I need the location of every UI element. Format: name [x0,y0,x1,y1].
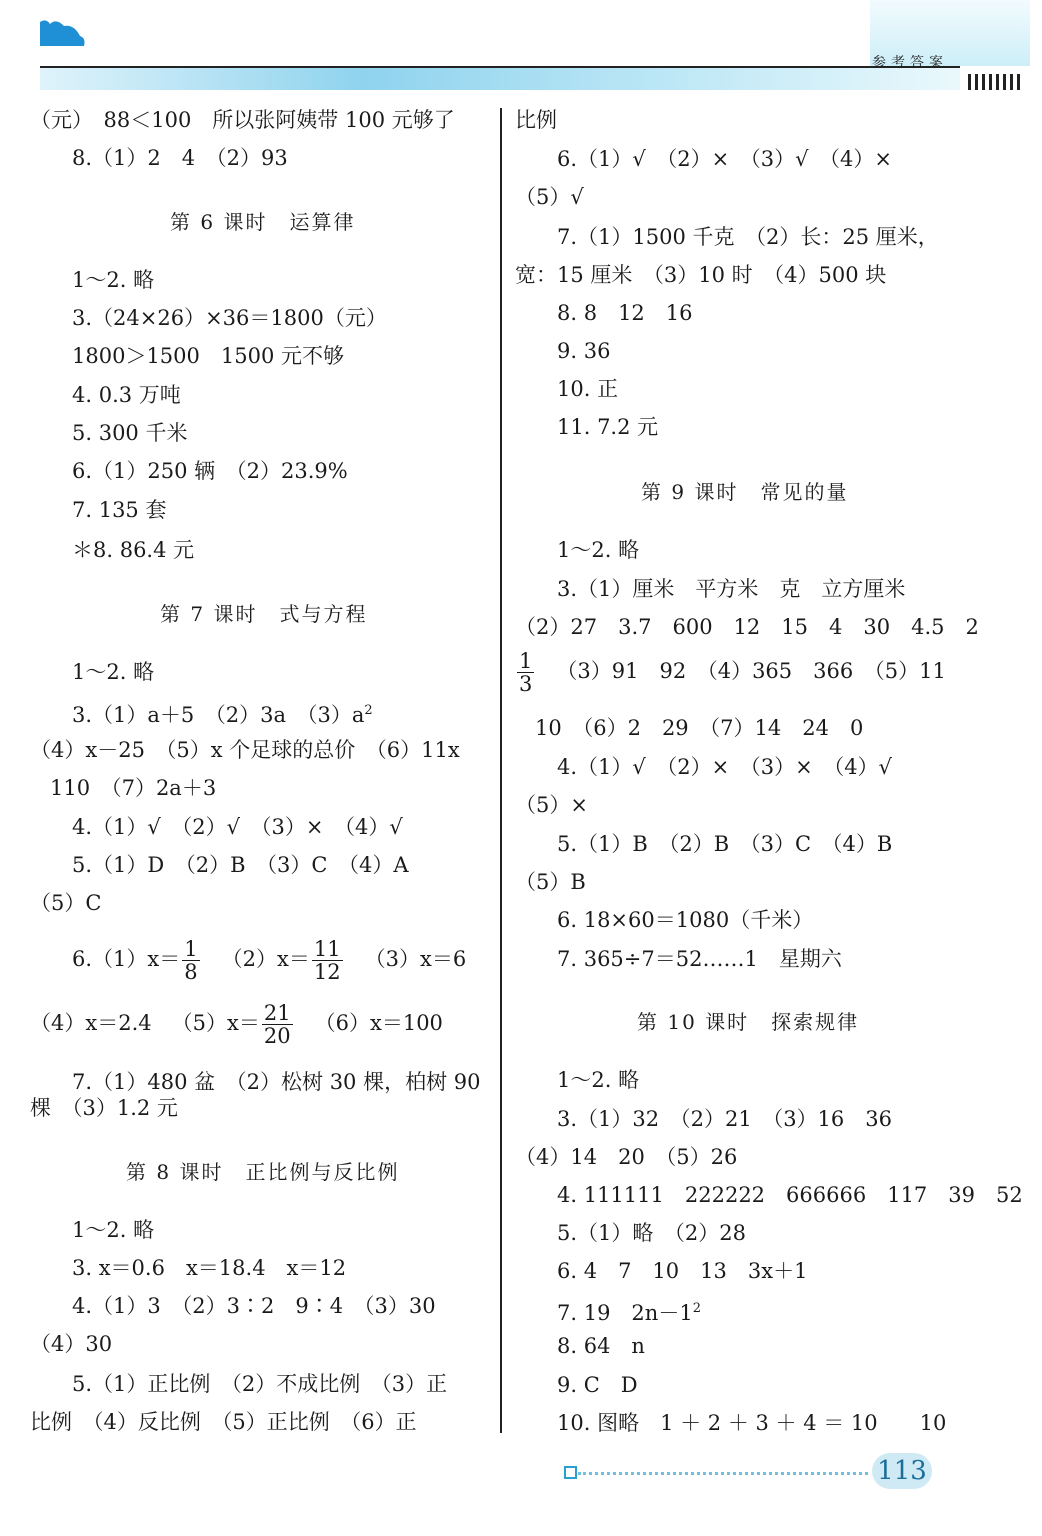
answer-line: 7. 135 套 [72,498,167,522]
answer-line: 宽：15 厘米 （3）10 时 （4）500 块 [515,263,887,287]
answer-line: 1～2. 略 [72,660,155,684]
answer-line: 比例 [515,108,557,132]
answer-line: 10 （6）2 29 （7）14 24 0 [535,716,864,740]
q6b-text: （2）x＝ [221,947,310,971]
answer-line: （4）x－25 （5）x 个足球的总价 （6）11x [30,738,460,762]
answer-line: 1～2. 略 [557,1068,640,1092]
answer-line: （5）× [515,793,588,817]
answer-line: 4. 111111 222222 666666 117 39 52 [557,1183,1023,1207]
footer-square-icon [564,1466,577,1479]
answer-line: 110 （7）2a＋3 [50,776,217,800]
q6d-text: （4）x＝2.4 [30,1011,152,1035]
column-divider [500,108,502,1433]
answer-line: 3.（1）32 （2）21 （3）16 36 [557,1107,893,1131]
answer-line: 5.（1）B （2）B （3）C （4）B [557,832,893,856]
section-heading: 第 9 课时 常见的量 [641,480,849,504]
cloud-logo-icon [36,16,88,50]
answer-line: 3.（1）厘米 平方米 克 立方厘米 [557,577,906,601]
answer-line: 6. 18×60＝1080（千米） [557,908,814,932]
footer-dotted-line [578,1472,868,1475]
answer-line: 7.（1）1500 千克 （2）长：25 厘米， [557,225,939,249]
answer-line: 1800＞1500 1500 元不够 [72,344,345,368]
answer-line: 5.（1）D （2）B （3）C （4）A [72,853,409,877]
denominator: 20 [263,1024,291,1048]
answer-line: 9. C D [557,1373,638,1397]
answer-line: 4. 0.3 万吨 [72,383,181,407]
numerator: 1 [184,937,198,961]
section-heading: 第 7 课时 式与方程 [160,602,368,626]
answer-line: 5. 300 千米 [72,421,188,445]
superscript: 2 [364,703,373,718]
answer-line: 1～2. 略 [72,268,155,292]
superscript: 2 [692,1301,701,1316]
answer-line: 10. 图略 1 ＋ 2 ＋ 3 ＋ 4 ＝ 10 10 [557,1411,947,1435]
answer-line: 9. 36 [557,339,611,363]
answer-line: 比例 （4）反比例 （5）正比例 （6）正 [30,1410,417,1434]
numerator: 11 [313,937,341,961]
fraction [312,938,343,983]
section-heading: 第 6 课时 运算律 [170,210,356,234]
answer-line: （2）27 3.7 600 12 15 4 30 4.5 2 [515,615,979,639]
q6-line-b [30,1002,443,1047]
denominator: 8 [184,960,198,984]
q6a-text: 6.（1）x＝ [72,947,181,971]
section-heading: 第 10 课时 探索规律 [637,1010,860,1034]
header-band [40,66,960,90]
q3-rest-text: （3）91 92 （4）365 366 （5）11 [556,659,946,683]
answer-line: 7. 365÷7＝52……1 星期六 [557,947,842,971]
header-barcode [968,74,1024,90]
answer-line: 4.（1）√ （2）√ （3）× （4）√ [72,815,403,839]
answer-line: （元） 88＜100 所以张阿姨带 100 元够了 [30,108,455,132]
q6-line-a [72,938,466,983]
answer-line: 8. 8 12 16 [557,301,693,325]
answer-line: 7. 19 $2n-1^2$ [557,1301,701,1325]
answer-line: 5.（1）正比例 （2）不成比例 （3）正 [72,1372,448,1396]
answer-line: 3. x＝0.6 x＝18.4 x＝12 [72,1256,347,1280]
answer-line: 8.（1）2 4 （2）93 [72,146,288,170]
answer-line: 10. 正 [557,377,619,401]
answer-line: （5）√ [515,185,584,209]
answer-line: 棵 （3）1.2 元 [30,1096,178,1120]
fraction [262,1002,293,1047]
answer-line: 1～2. 略 [557,538,640,562]
q3-fraction-line [515,650,946,695]
answer-line: 8. 64 n [557,1334,645,1358]
answer-line: 11. 7.2 元 [557,415,659,439]
answer-line: 4.（1）3 （2）3∶2 9∶4 （3）30 [72,1294,436,1318]
answer-line: 6.（1）√ （2）× （3）√ （4）× [557,147,892,171]
answer-line: 4.（1）√ （2）× （3）× （4）√ [557,755,892,779]
answer-line: （4）14 20 （5）26 [515,1145,738,1169]
fraction [182,938,199,983]
answer-line: 5.（1）略 （2）28 [557,1221,746,1245]
answer-line: ＊8. 86.4 元 [72,538,195,562]
answer-line: （5）B [515,870,586,894]
answer-line: 1～2. 略 [72,1218,155,1242]
answer-line: 3.（1）a＋5 （2）3a $(3)a^2$ [72,703,373,727]
denominator: 3 [519,672,533,696]
answer-line: 6.（1）250 辆 （2）23.9% [72,459,348,483]
answer-line: 6. 4 7 10 13 3x＋1 [557,1259,808,1283]
q6f-text: （6）x＝100 [314,1011,443,1035]
header-rule [40,66,960,68]
answer-line: （5）C [30,891,102,915]
answer-line: （4）30 [30,1332,113,1356]
denominator: 12 [313,960,341,984]
numerator: 1 [519,649,533,673]
section-heading: 第 8 课时 正比例与反比例 [126,1160,400,1184]
q6c-text: （3）x＝6 [364,947,467,971]
header-title: 参考答案 [872,55,948,71]
q6e-text: （5）x＝ [171,1011,260,1035]
answer-line: 3.（24×26）×36＝1800（元） [72,306,387,330]
page-header [0,0,1042,100]
fraction [517,650,534,695]
numerator: 21 [263,1001,291,1025]
answer-line: 7.（1）480 盆 （2）松树 30 棵，柏树 90 [72,1070,481,1094]
page-number: 113 [872,1453,932,1489]
